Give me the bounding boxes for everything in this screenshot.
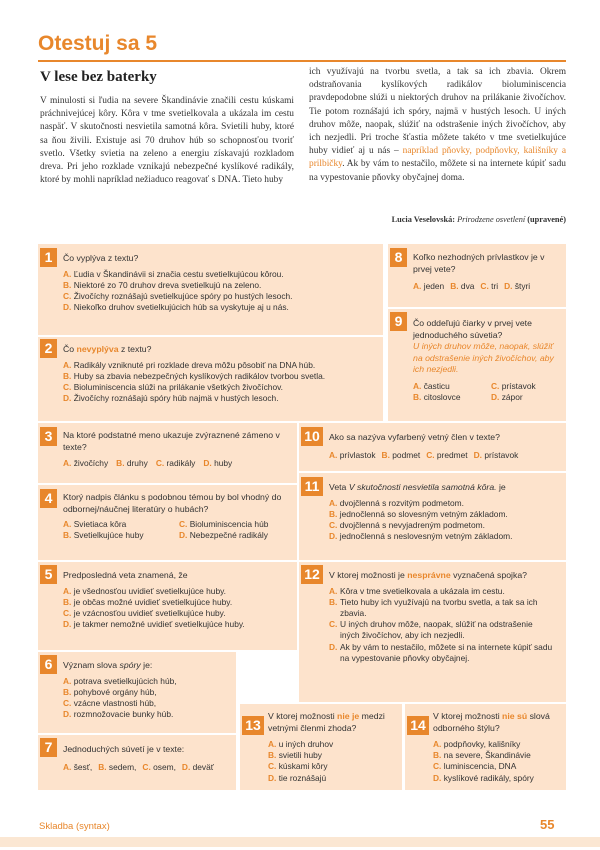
source-title: Prirodzene osvetlení — [457, 215, 526, 224]
option-c[interactable]: C. vzácne vlastnosti húb, — [63, 697, 157, 708]
question-4-text: Ktorý nadpis článku s podobnou témou by bol vhodný do odbornej/náučnej literatúry o hubách? — [63, 492, 282, 514]
option-b[interactable]: B. dva — [450, 281, 475, 291]
question-number-5: 5 — [40, 565, 57, 584]
question-4 — [63, 492, 288, 541]
highlighted-phrase: napríklad pňovky, podpňovky, kališníky a prilbičky — [309, 146, 567, 170]
option-a[interactable]: A. prívlastok — [329, 449, 376, 460]
option-a[interactable]: A. podpňovky, kališníky — [433, 739, 521, 749]
question-3-text: Na ktoré podstatné meno ukazuje zvýraznené zámeno v texte? — [63, 430, 280, 452]
option-b[interactable]: B. Tieto huby ich využívajú na tvorbu svetla, a tak sa ich zbavia. — [329, 596, 538, 618]
question-1 — [63, 253, 378, 313]
option-b[interactable]: B. Niektoré zo 70 druhov dreva svetielkujú na zeleno. — [63, 279, 262, 290]
article-source — [309, 215, 566, 224]
article-text: ich využívajú na tvorbu svetla, a tak sa ich zbavia. Okrem odstraňovania kyslíkových radikálov bioluminiscencia pravdepodobne slúži u niektorých druhov na prilákanie živočíchov. Tie potom roznášajú ich spóry, najmä v hustých lesoch. U iných druhov môže, naopak, slúžiť na odstrašenie iných živočíchov, aby ich nezjedli. Pri troche šťastia môžete takéto v tme svetielkujúce huby vidieť aj u nás – — [309, 67, 566, 157]
article-text-end: . Ak by vám to nestačilo, môžete si na internete kúpiť sadu na vypestovanie pňovky obyčajnej doma. — [309, 159, 566, 183]
option-d[interactable]: D. Niekoľko druhov svetielkujúcich húb sa vyskytuje aj u nás. — [63, 302, 289, 313]
question-3-options — [63, 458, 288, 469]
option-d[interactable]: D. prístavok — [473, 449, 519, 460]
question-number-9: 9 — [390, 312, 407, 331]
option-a[interactable]: A. šesť, — [63, 761, 93, 772]
option-b[interactable]: B. jednočlenná so slovesným vetným základom. — [329, 508, 508, 519]
option-b[interactable]: B. je občas možné uvidieť svetielkujúce huby. — [63, 596, 233, 607]
footer-chapter: Skladba (syntax) — [39, 821, 110, 832]
question-14-text: V ktorej možnosti nie sú slová odborného štýlu? — [433, 711, 550, 733]
article-title: V lese bez baterky — [40, 69, 157, 85]
option-b[interactable]: B. Svetielkujúce huby — [63, 530, 144, 541]
title-rule — [38, 60, 566, 62]
question-6-options — [63, 676, 233, 721]
option-d[interactable]: D. štyri — [504, 281, 531, 291]
question-9-text: Čo oddeľujú čiarky v prvej vete jednoduchého súvetia? — [413, 318, 532, 340]
option-c[interactable]: C. dvojčlenná s nevyjadreným podmetom. — [329, 519, 485, 530]
question-11-options — [329, 498, 564, 543]
option-a[interactable]: A. Radikály vzniknuté pri rozklade dreva môžu pôsobiť na DNA húb. — [63, 359, 316, 370]
question-9-quote: U iných druhov môže, naopak, slúžiť na odstrašenie iných živočíchov, aby ich nezjedli. — [413, 341, 554, 374]
question-14-options — [433, 739, 563, 784]
option-d[interactable]: D. rozmnožovacie bunky húb. — [63, 709, 174, 720]
option-d[interactable]: D. kyslíkové radikály, spóry — [433, 772, 534, 783]
page-number: 55 — [540, 817, 555, 832]
option-c[interactable]: C. tri — [480, 281, 499, 291]
question-number-10: 10 — [301, 427, 323, 446]
question-11 — [329, 482, 564, 542]
option-a[interactable]: A. jeden — [413, 281, 445, 291]
option-a[interactable]: A. dvojčlenná s rozvitým podmetom. — [329, 497, 464, 508]
question-number-12: 12 — [301, 565, 323, 584]
question-14 — [433, 711, 563, 784]
option-b[interactable]: B. Huby sa zbavia nebezpečných kyslíkových radikálov tvorbou svetla. — [63, 370, 326, 381]
option-b[interactable]: B. podmet — [381, 449, 421, 460]
option-d[interactable]: D. jednočlenná s neslovesným vetným základom. — [329, 531, 513, 542]
option-a[interactable]: A. Svietiaca kôra — [63, 519, 127, 529]
option-b[interactable]: B. svietili huby — [268, 750, 322, 761]
article-column-2 — [309, 66, 566, 185]
option-d[interactable]: D. Ak by vám to nestačilo, môžete si na internete kúpiť sadu na vypestovanie pňovky obyčajnej. — [329, 641, 553, 663]
question-number-2: 2 — [40, 339, 57, 358]
option-b[interactable]: B. citoslovce — [413, 391, 461, 402]
question-number-11: 11 — [301, 477, 323, 496]
section-title: Otestuj sa 5 — [38, 32, 158, 55]
option-c[interactable]: C. radikály — [155, 458, 196, 468]
source-note: (upravené) — [527, 215, 566, 224]
option-c[interactable]: C. Živočíchy roznášajú svetielkujúce spóry po hustých lesoch. — [63, 290, 293, 301]
option-d[interactable]: D. je takmer nemožné uvidieť svetielkujúce huby. — [63, 619, 245, 630]
footer-band — [0, 837, 600, 847]
option-a[interactable]: A. Kôra v tme svetielkovala a ukázala im cestu. — [329, 585, 505, 596]
option-d[interactable]: D. Živočíchy roznášajú spóry húb najmä v hustých lesoch. — [63, 393, 279, 404]
question-number-14: 14 — [407, 716, 429, 735]
option-c[interactable]: C. predmet — [426, 449, 468, 460]
question-number-1: 1 — [40, 248, 57, 267]
option-c[interactable]: C. kúskami kôry — [268, 761, 328, 772]
question-8-text: Koľko nezhodných prívlastkov je v prvej vete? — [413, 252, 545, 274]
question-13-text: V ktorej možnosti nie je medzi vetnými členmi zhoda? — [268, 711, 385, 733]
question-4-options — [63, 519, 288, 541]
option-b[interactable]: B. na severe, Škandinávie — [433, 750, 531, 761]
question-13 — [268, 711, 398, 784]
question-6-text: Význam slova spóry je: — [63, 660, 153, 670]
option-c[interactable]: C. osem, — [142, 761, 176, 772]
question-10-options — [329, 450, 564, 461]
option-d[interactable]: D. zápor — [491, 391, 523, 402]
option-d[interactable]: D. huby — [203, 458, 233, 468]
option-c[interactable]: C. je vzácnosťou uvidieť svetielkujúce huby. — [63, 607, 226, 618]
question-5-text: Predposledná veta znamená, že — [63, 570, 188, 580]
question-7 — [63, 744, 233, 773]
article-column-1: V minulosti si ľudia na severe Škandinávie značili cestu kúskami práchnivejúcej kôry. Kôra v tme svetielkovala a ukázala im cestu naspäť. V skutočnosti nesvietila samotná kôra. Svietili huby, ktoré sa ňou živili. Existuje asi 70 druhov húb so schopnosťou tvoriť svetlo. Všetky svietia na zeleno a energiu získavajú rozkladom dreva. Pri jeho rozklade vznikajú nebezpečné kyslíkové radikály, ktoré by mohli napríklad nežiaduco reagovať s DNA. Tieto huby — [40, 96, 294, 186]
option-c[interactable]: C. U iných druhov môže, naopak, slúžiť na odstrašenie iných živočíchov, aby ich nezjedli. — [329, 619, 533, 641]
option-b[interactable]: B. pohybové orgány húb, — [63, 686, 157, 697]
question-11-text: Veta V skutočnosti nesvietila samotná kôra. je — [329, 482, 506, 492]
option-b[interactable]: B. druhy — [116, 458, 148, 468]
option-a[interactable]: A. potrava svetielkujúcich húb, — [63, 675, 177, 686]
question-12-text: V ktorej možnosti je nesprávne vyznačená spojka? — [329, 570, 527, 580]
question-number-7: 7 — [40, 738, 57, 757]
option-d[interactable]: D. deväť — [181, 761, 214, 772]
question-number-8: 8 — [390, 248, 407, 267]
question-9 — [413, 318, 561, 403]
question-6 — [63, 660, 233, 720]
question-8 — [413, 252, 561, 292]
option-b[interactable]: B. sedem, — [98, 761, 137, 772]
option-a[interactable]: A. živočíchy — [63, 458, 109, 468]
option-a[interactable]: A. Ľudia v Škandinávii si značia cestu svetielkujúcou kôrou. — [63, 268, 284, 279]
question-5 — [63, 570, 293, 630]
question-10 — [329, 432, 564, 461]
question-number-4: 4 — [40, 489, 57, 508]
source-author: Lucia Veselovská: — [391, 215, 455, 224]
option-d[interactable]: D. Nebezpečné radikály — [179, 530, 268, 541]
question-13-options — [268, 739, 398, 784]
question-10-text: Ako sa nazýva vyfarbený vetný člen v texte? — [329, 432, 500, 442]
question-8-options — [413, 281, 561, 292]
option-d[interactable]: D. tie roznášajú — [268, 772, 327, 783]
question-2-text: Čo nevyplýva z textu? — [63, 344, 152, 354]
question-9-options — [413, 381, 561, 403]
option-a[interactable]: A. je všednosťou uvidieť svetielkujúce huby. — [63, 585, 227, 596]
question-7-options — [63, 762, 233, 773]
question-3 — [63, 430, 288, 469]
option-c[interactable]: C. luminiscencia, DNA — [433, 761, 517, 772]
option-c[interactable]: C. Bioluminiscencia húb — [179, 519, 269, 529]
question-2 — [63, 344, 378, 404]
question-1-text: Čo vyplýva z textu? — [63, 253, 139, 263]
option-c[interactable]: C. prístavok — [491, 380, 536, 391]
question-12-options — [329, 586, 554, 664]
option-a[interactable]: A. časticu — [413, 380, 450, 391]
question-number-3: 3 — [40, 427, 57, 446]
question-number-13: 13 — [242, 716, 264, 735]
question-12 — [329, 570, 554, 664]
question-7-text: Jednoduchých súvetí je v texte: — [63, 744, 185, 754]
question-1-options — [63, 269, 378, 314]
option-a[interactable]: A. u iných druhov — [268, 739, 334, 749]
question-2-options — [63, 360, 378, 405]
question-number-6: 6 — [40, 655, 57, 674]
question-5-options — [63, 586, 293, 631]
option-c[interactable]: C. Bioluminiscencia slúži na prilákanie všetkých živočíchov. — [63, 381, 284, 392]
